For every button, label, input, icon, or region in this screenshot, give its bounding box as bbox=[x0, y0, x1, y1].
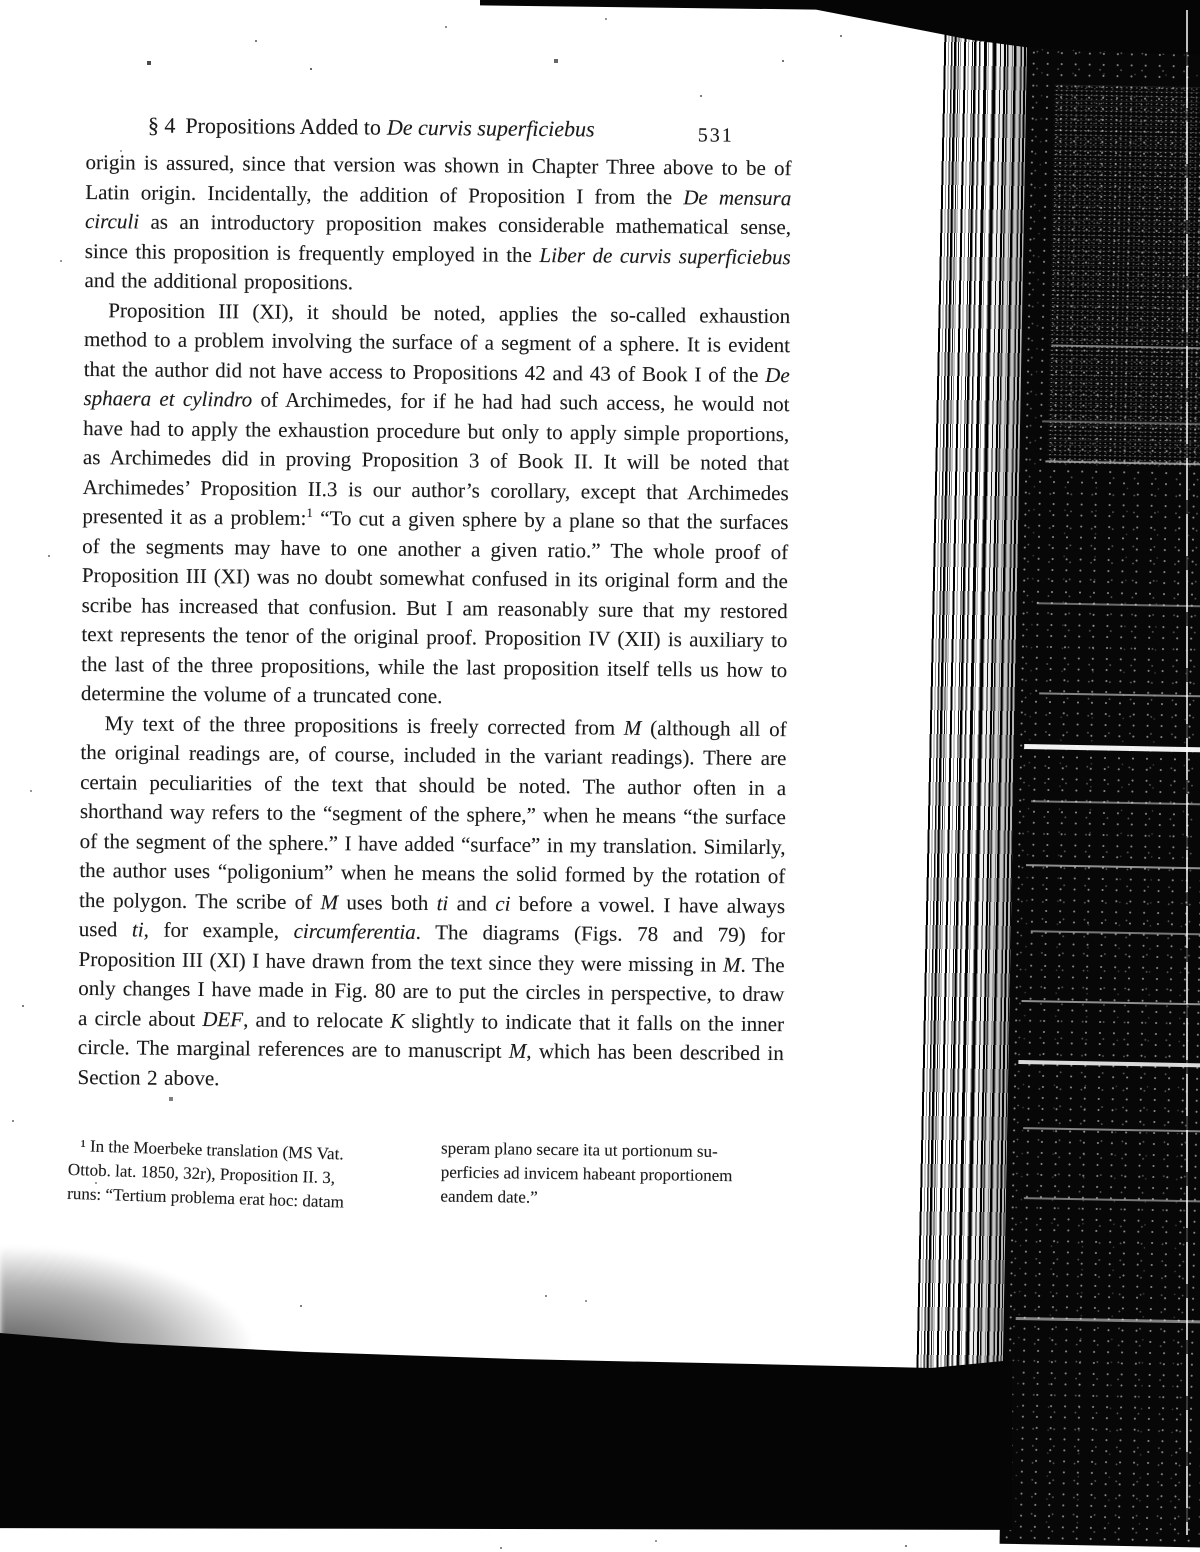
text-segment: slightly to indicate that it falls on the inner circle. The marginal references are to manuscript bbox=[77, 1008, 785, 1063]
text-segment: DEF bbox=[202, 1006, 244, 1031]
text-segment: and the additional propositions. bbox=[84, 267, 354, 295]
text-segment: M bbox=[508, 1038, 527, 1063]
text-segment: ti bbox=[436, 890, 449, 915]
text-segment: of Archimedes, for if he had had such access, he would not have had to apply the exhaustion procedure but only to apply simple proportions, as Archimedes did in proving Proposition 3 of Book II. It will be noted that Archimedes’ Proposition II.3 is our author’s corollary, except that Archimedes presented it as a problem: bbox=[82, 387, 790, 530]
page-number: 531 bbox=[697, 124, 734, 147]
text-segment: Liber de curvis superficiebus bbox=[539, 242, 791, 269]
text-segment: origin is assured, since that version was shown in Chapter Three above to be of Latin origin. Incidentally, the addition of Proposition I from the bbox=[85, 149, 792, 209]
text-segment: K bbox=[390, 1008, 405, 1033]
footnote-marker: 1 bbox=[306, 504, 314, 520]
text-segment: uses both bbox=[337, 889, 437, 915]
text-segment: . The diagrams (Figs. 78 and 79) for Proposition III (XI) I have drawn from the text since they were missing in bbox=[78, 919, 785, 977]
text-segment: . The only changes I have made in Fig. 80 are to put the circles in perspective, to draw a circle about bbox=[77, 952, 785, 1031]
text-segment: , and to relocate bbox=[243, 1006, 391, 1033]
body-text bbox=[77, 148, 791, 1098]
text-segment: , which has been described in Section 2 above. bbox=[77, 1038, 784, 1090]
text-segment: ti bbox=[131, 917, 144, 942]
page-content bbox=[66, 112, 792, 1212]
text-segment: and bbox=[448, 890, 496, 916]
text-segment: “To cut a given sphere by a plane so that the surfaces of the segments may have to one another a given ratio.” The whole proof of Proposition III (XI) was no doubt somewhat confused in its original form and the scribe has increased that confusion. But I am reasonably sure that my restored text represents the tenor of the original proof. Proposition IV (XII) is auxiliary to the last of the three propositions, while the last proposition itself tells us how to determine the volume of a truncated cone. bbox=[80, 505, 789, 709]
running-head bbox=[148, 113, 595, 143]
footnote-line: eandem date.” bbox=[440, 1186, 538, 1207]
footnote-line: speram plano secare ita ut portionum su- bbox=[440, 1138, 718, 1161]
text-segment: M bbox=[623, 715, 642, 740]
section-title: Propositions Added to bbox=[185, 112, 382, 140]
page-header bbox=[86, 112, 792, 154]
text-segment: Proposition III (XI), it should be noted, applies the so-called exhaustion method to a problem involving the surface of a segment of a sphere. It is evident that the author did not have access to Propositions 42 and 43 of Book I of the bbox=[83, 297, 791, 387]
footnote-line: perficies ad invicem habeant proportionem bbox=[440, 1162, 733, 1186]
text-segment: De sphaera et cylindro bbox=[83, 362, 790, 412]
section-title-italic: De curvis superficiebus bbox=[386, 114, 595, 142]
paragraph bbox=[81, 295, 791, 714]
text-segment: ci bbox=[495, 891, 511, 916]
text-segment: (although all of the original readings are, of course, included in the variant readings). There are certain peculiarities of the text that should be noted. The author often in a shorthand way refers to the “segment of the sphere,” when he means “the surface of the segment of the sphere.” I have added “surface” in my translation. Similarly, the author uses “poligonium” when he means the solid formed by the rotation of the polygon. The scribe of bbox=[79, 715, 787, 914]
paragraph bbox=[84, 148, 791, 302]
text-segment: M bbox=[722, 952, 741, 977]
text-segment: My text of the three propositions is freely corrected from bbox=[104, 710, 624, 740]
footnote-line: runs: “Tertium problema erat hoc: datam bbox=[66, 1183, 345, 1212]
footnote-right-column bbox=[440, 1137, 773, 1213]
text-segment: as an introductory proposition makes considerable mathematical sense, since this proposition is frequently employed in the bbox=[84, 209, 792, 267]
text-segment: De mensura circuli bbox=[84, 184, 792, 234]
scan-dark-margin bbox=[1000, 0, 1200, 1548]
paragraph bbox=[77, 708, 786, 1098]
footnote-line: ¹ In the Moerbeke translation (MS Vat. bbox=[80, 1136, 344, 1164]
footnote-left-column bbox=[67, 1134, 431, 1217]
dust-specks bbox=[0, 0, 2, 2]
footnote bbox=[68, 1134, 783, 1212]
scan-artifact-line bbox=[1186, 10, 1188, 1535]
scan-streaks bbox=[1000, 0, 1200, 1548]
text-segment: before a vowel. I have always used bbox=[78, 891, 786, 942]
text-segment: circumferentia bbox=[293, 918, 416, 944]
section-mark: § 4 bbox=[147, 112, 176, 138]
footnote-line: Ottob. lat. 1850, 32r), Proposition II. 3, bbox=[67, 1159, 336, 1188]
text-segment: M bbox=[320, 889, 339, 914]
text-segment: , for example, bbox=[143, 917, 294, 943]
